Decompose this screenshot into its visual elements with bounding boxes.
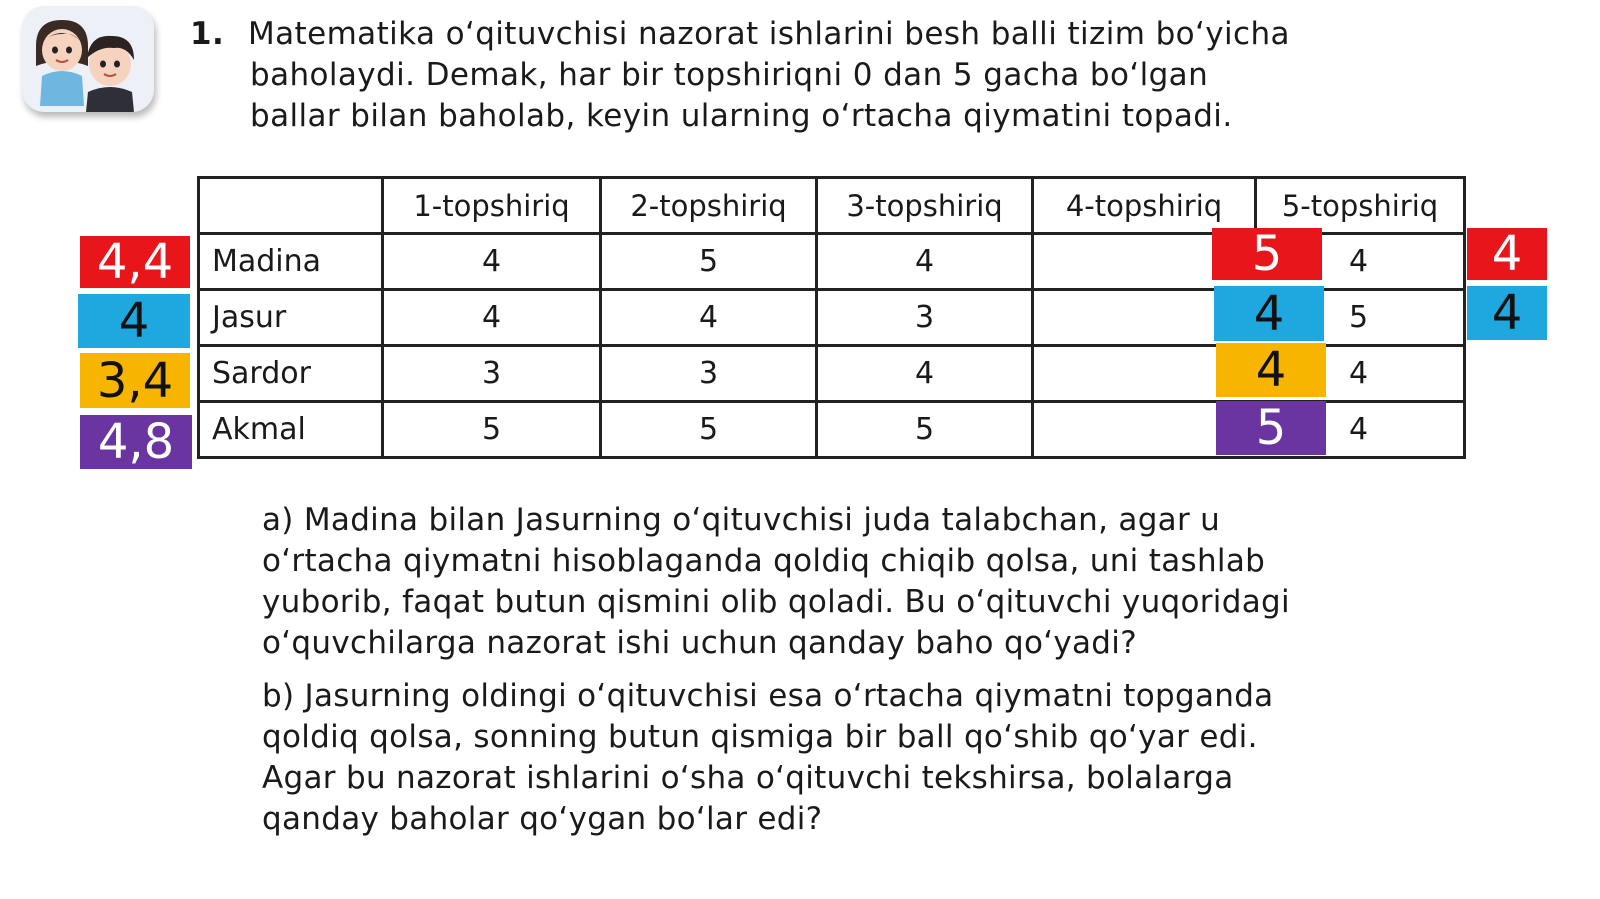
badge-text: 5 xyxy=(1255,400,1287,456)
badge-text: 3,4 xyxy=(96,352,174,409)
score-cell: 5 xyxy=(817,402,1033,458)
student-name: Akmal xyxy=(199,402,383,458)
question-a-line: a) Madina bilan Jasurning o‘qituvchisi juda talabchan, agar u xyxy=(262,502,1221,538)
badge-text: 4,4 xyxy=(96,234,174,290)
score-cell: 4 xyxy=(601,290,817,346)
badge-text: 4 xyxy=(1253,285,1285,342)
badge-text: 4 xyxy=(1255,342,1287,398)
score-cell: 4 xyxy=(383,234,601,290)
score-cell: 4 xyxy=(817,234,1033,290)
final-grade-badge-madina xyxy=(1467,228,1547,280)
student-name: Jasur xyxy=(199,290,383,346)
score-cell: 3 xyxy=(383,346,601,402)
question-a-line: yuborib, faqat butun qismini olib qoladi. Bu o‘qituvchi yuqoridagi xyxy=(262,584,1290,620)
score-cell: 4 xyxy=(817,346,1033,402)
badge-text: 4,8 xyxy=(97,414,175,470)
student-name: Madina xyxy=(199,234,383,290)
question-b xyxy=(262,676,1492,840)
score-cell: 5 xyxy=(383,402,601,458)
header-task-1: 1-topshiriq xyxy=(383,178,601,234)
problem-line-1: Matematika o‘qituvchisi nazorat ishlarini besh balli tizim bo‘yicha xyxy=(248,16,1290,52)
score-cell: 4 xyxy=(1349,244,1369,279)
score-cell: 3 xyxy=(817,290,1033,346)
grade-badge-jasur xyxy=(1214,286,1324,341)
question-b-line: qoldiq qolsa, sonning butun qismiga bir ball qo‘shib qo‘yar edi. xyxy=(262,719,1258,755)
score-cell: 5 xyxy=(601,402,817,458)
grade-badge-akmal xyxy=(1216,401,1326,455)
score-cell: 5 xyxy=(601,234,817,290)
average-badge-sardor xyxy=(80,353,190,408)
header-task-4: 4-topshiriq xyxy=(1034,179,1257,232)
question-a-line: o‘rtacha qiymatni hisoblaganda qoldiq chiqib qolsa, uni tashlab xyxy=(262,543,1266,579)
problem-line-2: baholaydi. Demak, har bir topshiriqni 0 dan 5 gacha bo‘lgan xyxy=(250,57,1209,93)
question-b-line: qanday baholar qo‘ygan bo‘lar edi? xyxy=(262,801,823,837)
average-badge-akmal xyxy=(80,415,192,469)
badge-text: 5 xyxy=(1251,226,1283,282)
question-b-line: Agar bu nazorat ishlarini o‘sha o‘qituvchi tekshirsa, bolalarga xyxy=(262,760,1234,796)
questions xyxy=(262,500,1492,852)
score-cell: 4 xyxy=(1349,356,1369,391)
score-cell: 4 xyxy=(383,290,601,346)
student-name: Sardor xyxy=(199,346,383,402)
score-cell: 3 xyxy=(601,346,817,402)
badge-text: 4 xyxy=(1491,226,1523,282)
children-illustration xyxy=(22,6,154,112)
badge-text: 4 xyxy=(1491,285,1523,341)
header-task-2: 2-topshiriq xyxy=(601,178,817,234)
header-task-4-5-group xyxy=(1033,178,1465,234)
score-cell: 5 xyxy=(1349,300,1369,335)
final-grade-badge-jasur xyxy=(1467,286,1547,340)
grade-badge-sardor xyxy=(1216,343,1326,397)
problem-number: 1. xyxy=(190,16,225,52)
header-cell-empty xyxy=(199,178,383,234)
score-cell: 4 xyxy=(1349,412,1369,447)
question-b-line: b) Jasurning oldingi o‘qituvchisi esa o‘rtacha qiymatni topganda xyxy=(262,678,1274,714)
header-task-3: 3-topshiriq xyxy=(817,178,1033,234)
question-a-line: o‘quvchilarga nazorat ishi uchun qanday baho qo‘yadi? xyxy=(262,625,1137,661)
average-badge-madina xyxy=(80,236,190,288)
grade-badge-madina xyxy=(1212,228,1322,280)
children-logo-icon xyxy=(22,6,154,112)
average-badge-jasur xyxy=(78,294,190,348)
header-task-5: 5-topshiriq xyxy=(1281,188,1439,223)
badge-text: 4 xyxy=(118,293,150,349)
problem-statement xyxy=(190,14,1490,137)
question-a xyxy=(262,500,1492,664)
problem-line-3: ballar bilan baholab, keyin ularning o‘rtacha qiymatini topadi. xyxy=(250,98,1233,134)
